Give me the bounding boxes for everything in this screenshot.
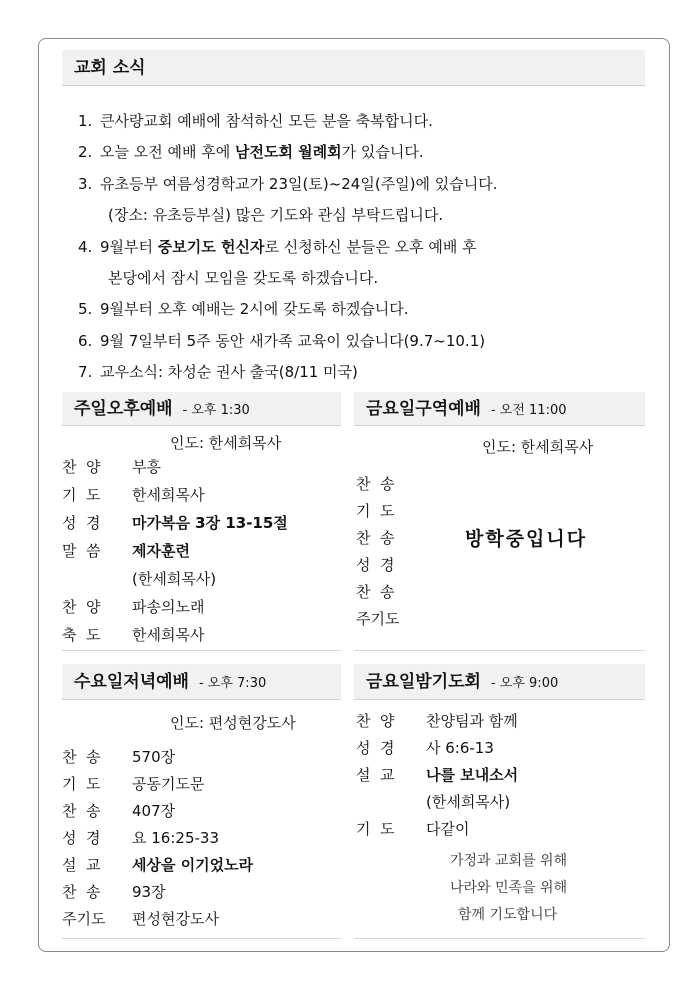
order-value: (한세희목사) [426,793,511,811]
order-row [62,908,219,929]
order-value: (한세희목사) [132,570,217,588]
news-item [78,232,498,263]
order-label: 기 도 [356,820,395,838]
order-value: 마가복음 3장 13-15절 [132,514,288,532]
order-label: 기 도 [356,502,395,520]
order-row [62,746,175,767]
news-text: 로 신청하신 분들은 오후 예배 후 [264,237,477,256]
news-item-number: 7. [78,363,93,382]
news-item [78,263,498,294]
order-value: 407장 [132,802,176,820]
order-row [62,512,288,533]
friday-night-time: - 오후 9:00 [490,676,559,691]
sunday-bottom-rule [62,650,341,651]
sunday-header [62,392,341,426]
order-label: 성 경 [356,556,395,574]
order-value: 세상을 이기었노라 [132,856,254,874]
order-value: 나를 보내소서 [426,766,519,784]
order-row [62,624,204,645]
order-row [62,827,219,848]
news-text: 본당에서 잠시 모임을 갖도록 하겠습니다. [108,268,379,287]
order-row [62,456,161,477]
order-value: 요 16:25-33 [132,829,219,847]
news-title: 교회 소식 [74,58,146,78]
news-text: (장소: 유초등부실) 많은 기도와 관심 부탁드립니다. [108,206,444,225]
news-item-number: 4. [78,237,93,256]
order-value: 570장 [132,748,176,766]
news-item [78,326,498,357]
news-text: 가 있습니다. [341,143,424,162]
news-item [78,200,498,231]
wednesday-leader: 인도: 편성현강도사 [170,714,296,732]
order-row [62,854,253,875]
order-row [356,764,518,785]
friday-district-header [354,392,645,426]
news-item [78,357,498,388]
prayer-note: 나라와 민족을 위해 [450,880,568,896]
friday-district-title: 금요일구역예배 [366,399,481,419]
order-label: 찬 양 [356,712,395,730]
news-list [78,106,498,389]
order-row [356,737,494,758]
order-label: 찬 송 [62,802,101,820]
order-row [356,818,469,839]
sunday-leader: 인도: 한세희목사 [170,434,282,452]
order-label: 기 도 [62,775,101,793]
vacation-message: 방학중입니다 [465,528,588,550]
order-label: 찬 송 [356,475,395,493]
order-label: 주기도 [356,610,400,628]
friday-district-bottom-rule [354,650,645,651]
order-value: 파송의노래 [132,598,205,616]
news-item [78,137,498,168]
news-item-number: 2. [78,143,93,162]
order-label: 찬 양 [62,598,101,616]
order-label: 성 경 [356,739,395,757]
friday-night-bottom-rule [354,938,645,939]
news-text: 9월 7일부터 5주 동안 새가족 교육이 있습니다(9.7~10.1) [100,331,486,350]
news-highlight: 중보기도 헌신자 [157,237,265,256]
order-value: 93장 [132,883,166,901]
order-label: 주기도 [62,910,106,928]
prayer-note: 가정과 교회를 위해 [450,853,568,869]
order-value: 사 6:6-13 [426,739,494,757]
order-value: 공동기도문 [132,775,205,793]
news-item [78,169,498,200]
news-highlight: 남전도회 월례회 [235,143,342,162]
order-value: 편성현강도사 [132,910,219,928]
order-value: 한세희목사 [132,626,205,644]
order-value: 다같이 [426,820,470,838]
order-label: 성 경 [62,829,101,847]
order-row [62,484,204,505]
wednesday-header [62,664,341,700]
news-item-number: 5. [78,300,93,319]
order-row [62,773,204,794]
prayer-note: 함께 기도합니다 [458,907,558,923]
news-text: 오늘 오전 예배 후에 [100,143,235,162]
news-text: 9월부터 오후 예배는 2시에 갖도록 하겠습니다. [100,300,409,319]
news-item-number: 6. [78,331,93,350]
friday-district-time: - 오전 11:00 [490,403,567,418]
order-label: 찬 송 [356,583,395,601]
order-value: 부흥 [132,458,161,476]
order-label: 축 도 [62,626,101,644]
order-label: 설 교 [356,766,395,784]
friday-night-header [354,664,645,700]
order-label: 찬 송 [62,883,101,901]
order-row [62,596,204,617]
wednesday-bottom-rule [62,938,341,939]
order-value: 제자훈련 [132,542,190,560]
order-label: 찬 송 [62,748,101,766]
order-label: 기 도 [62,486,101,504]
news-item [78,106,498,137]
news-header [62,50,645,86]
sunday-time: - 오후 1:30 [182,403,250,418]
order-row [62,568,216,589]
order-label: 성 경 [62,514,101,532]
friday-district-leader: 인도: 한세희목사 [482,438,594,456]
news-text: 교우소식: 차성순 권사 출국(8/11 미국) [100,363,358,382]
order-value: 한세희목사 [132,486,205,504]
wednesday-title: 수요일저녁예배 [74,672,189,692]
order-row [356,791,510,812]
order-row [62,881,166,902]
news-item-number: 3. [78,174,93,193]
order-label: 찬 송 [356,529,395,547]
news-text: 9월부터 [100,237,158,256]
order-row [62,800,175,821]
news-text: 큰사랑교회 예배에 참석하신 모든 분을 축복합니다. [100,112,433,130]
order-row [356,710,518,731]
sunday-title: 주일오후예배 [74,399,173,419]
news-item [78,294,498,325]
order-label: 설 교 [62,856,101,874]
news-item-number: 1. [78,112,93,130]
order-row [62,540,190,561]
wednesday-time: - 오후 7:30 [198,676,267,691]
news-text: 유초등부 여름성경학교가 23일(토)~24일(주일)에 있습니다. [100,174,498,193]
friday-night-title: 금요일밤기도회 [366,672,481,692]
order-value: 찬양팀과 함께 [426,712,518,730]
order-label: 말 씀 [62,542,101,560]
order-label: 찬 양 [62,458,101,476]
